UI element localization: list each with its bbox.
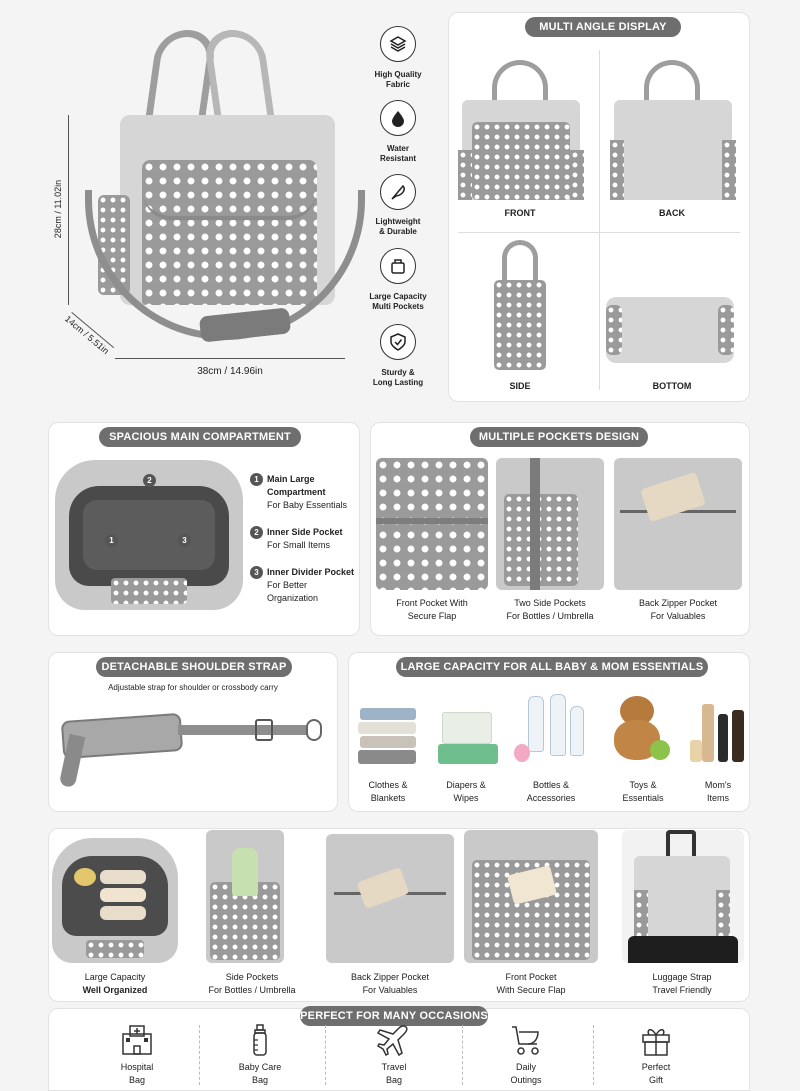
- shield-check-icon: [380, 324, 416, 360]
- strap-hook: [306, 719, 322, 741]
- width-dimension-line: [115, 358, 345, 359]
- essential-caption-3: Bottles & Accessories: [526, 780, 576, 803]
- occasion-label-4: Daily Outings: [510, 1062, 542, 1085]
- back-side-right: [722, 140, 736, 200]
- compartment-item-2: 2 Inner Side Pocket For Small Items: [250, 526, 358, 552]
- stroller-icon: [508, 1022, 544, 1058]
- marker-3: 3: [178, 530, 191, 548]
- pockets-title: MULTIPLE POCKETS DESIGN: [470, 427, 648, 447]
- view-divider-h: [458, 232, 740, 233]
- width-dimension-label: 38cm / 14.96in: [197, 366, 263, 377]
- open-bag-floor: [83, 500, 215, 570]
- pocket-caption-2: Two Side Pockets For Bottles / Umbrella: [506, 598, 594, 621]
- compartment-item-title: Inner Side Pocket: [267, 527, 343, 537]
- marker-1: 1: [105, 530, 118, 548]
- compartment-item-sub: For Baby Essentials: [267, 500, 348, 510]
- airplane-icon: [376, 1022, 412, 1058]
- bottom-view-image: [606, 297, 734, 363]
- back-view-image: [610, 60, 736, 200]
- hospital-icon: [119, 1022, 155, 1058]
- occasion-divider: [325, 1025, 326, 1085]
- occasion-label-5: Perfect Gift: [641, 1062, 671, 1085]
- occasion-divider: [199, 1025, 200, 1085]
- front-view-image: [458, 60, 584, 200]
- baby-bottle-icon: [242, 1022, 278, 1058]
- open-bag-front-dots: [111, 578, 187, 604]
- teddy-bear-image: [606, 696, 672, 766]
- view-label-side: SIDE: [509, 381, 531, 391]
- gift-icon: [638, 1022, 674, 1058]
- gallery-caption-2: Side Pockets For Bottles / Umbrella: [208, 972, 296, 995]
- pocket-flap-edge: [376, 518, 488, 524]
- bottom-side-right: [718, 305, 734, 355]
- gallery-image-2: [206, 830, 284, 963]
- bottles-image: [512, 694, 592, 766]
- strap-subtitle: Adjustable strap for shoulder or crossbody carry: [108, 683, 278, 692]
- feature-label: Lightweight & Durable: [375, 217, 421, 236]
- bag-icon: [380, 248, 416, 284]
- feather-icon: [380, 174, 416, 210]
- pocket-side-image: [496, 458, 604, 590]
- pocket-caption-3: Back Zipper Pocket For Valuables: [638, 598, 718, 621]
- side-strap: [530, 458, 540, 590]
- side-view-image: [490, 240, 550, 375]
- view-label-front: FRONT: [504, 208, 536, 218]
- gallery-caption-4: Front Pocket With Secure Flap: [496, 972, 566, 995]
- layers-icon: [380, 26, 416, 62]
- essential-caption-5: Mom's Items: [704, 780, 732, 803]
- back-body: [614, 100, 732, 200]
- side-pocket-dots: [504, 494, 578, 586]
- compartment-item-title: Main Large Compartment: [267, 474, 326, 497]
- compartment-item-sub: For Small Items: [267, 540, 331, 550]
- pocket-back-image: [614, 458, 742, 590]
- depth-dimension-label: 14cm / 5.51in: [62, 313, 111, 357]
- essential-caption-1: Clothes & Blankets: [368, 780, 408, 803]
- gallery-image-5: [622, 830, 744, 963]
- clothes-image: [356, 706, 420, 768]
- strap-image: [60, 705, 330, 795]
- view-label-bottom: BOTTOM: [652, 381, 692, 391]
- gallery-image-4: [464, 830, 598, 963]
- strap-band: [178, 725, 308, 735]
- occasion-label-1: Hospital Bag: [120, 1062, 154, 1085]
- diapers-image: [438, 710, 498, 766]
- essential-caption-2: Diapers & Wipes: [446, 780, 486, 803]
- essential-caption-4: Toys & Essentials: [622, 780, 664, 803]
- feature-label: Sturdy & Long Lasting: [372, 368, 424, 387]
- mom-items-image: [690, 700, 748, 766]
- strap-title: DETACHABLE SHOULDER STRAP: [96, 657, 292, 677]
- multi-angle-title: MULTI ANGLE DISPLAY: [525, 17, 681, 37]
- features-column: [358, 22, 440, 402]
- feature-label: High Quality Fabric: [374, 70, 422, 89]
- feature-label: Large Capacity Multi Pockets: [369, 292, 427, 311]
- feature-label: Water Resistant: [379, 144, 416, 163]
- occasions-title: PERFECT FOR MANY OCCASIONS: [300, 1006, 488, 1026]
- water-drop-icon: [380, 100, 416, 136]
- front-side-left: [458, 150, 472, 200]
- height-dimension-line: [68, 115, 69, 305]
- side-body: [494, 280, 546, 370]
- front-pocket: [472, 122, 570, 200]
- compartment-item-sub: For Better Organization: [267, 580, 319, 603]
- marker-2: 2: [143, 470, 156, 488]
- height-dimension-label: 28cm / 11.02in: [53, 179, 63, 239]
- compartment-item-title: Inner Divider Pocket: [267, 567, 355, 577]
- occasion-label-2: Baby Care Bag: [238, 1062, 282, 1085]
- gallery-image-3: [326, 834, 454, 963]
- essentials-title: LARGE CAPACITY FOR ALL BABY & MOM ESSENTIALS: [396, 657, 708, 677]
- occasion-divider: [462, 1025, 463, 1085]
- occasion-label-3: Travel Bag: [381, 1062, 407, 1085]
- view-divider-v: [599, 50, 600, 390]
- main-compartment-title: SPACIOUS MAIN COMPARTMENT: [99, 427, 301, 447]
- compartment-item-3: 3 Inner Divider Pocket For Better Organization: [250, 566, 360, 605]
- gallery-caption-5: Luggage Strap Travel Friendly: [652, 972, 712, 995]
- passport: [640, 472, 706, 522]
- view-label-back: BACK: [659, 208, 685, 218]
- back-side-left: [610, 140, 624, 200]
- hero-bag: [80, 20, 380, 360]
- gallery-image-1: [52, 838, 178, 963]
- strap-buckle: [255, 719, 273, 741]
- gallery-caption-1: Large Capacity Well Organized: [82, 972, 148, 995]
- pocket-front-image: [376, 458, 488, 590]
- gallery-caption-3: Back Zipper Pocket For Valuables: [350, 972, 430, 995]
- compartment-item-1: 1 Main Large Compartment For Baby Essentials: [250, 473, 358, 512]
- bottom-side-left: [606, 305, 622, 355]
- front-side-right: [570, 150, 584, 200]
- pocket-caption-1: Front Pocket With Secure Flap: [396, 598, 468, 621]
- occasion-divider: [593, 1025, 594, 1085]
